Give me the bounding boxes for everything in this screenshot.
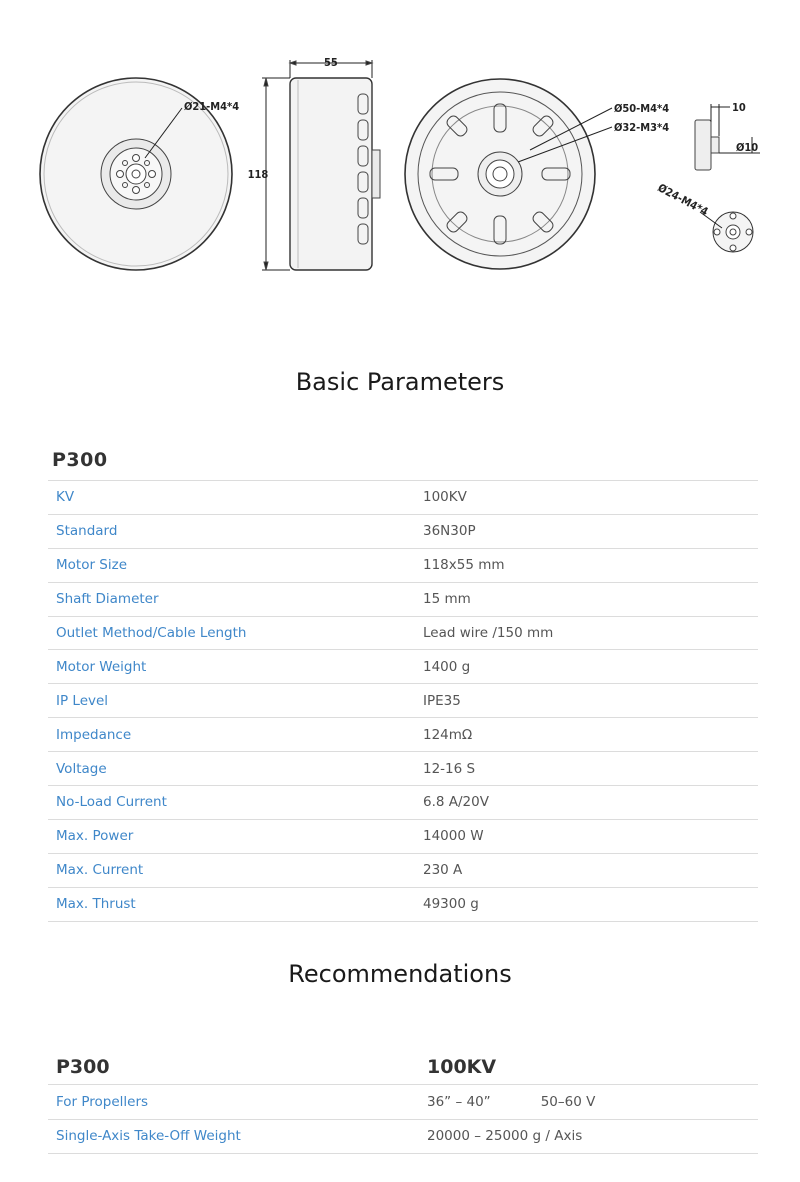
table-row xyxy=(48,582,758,616)
param-value: 14000 W xyxy=(423,819,758,853)
propeller-size: 36” – 40” xyxy=(427,1093,491,1110)
table-row xyxy=(48,1119,758,1153)
param-key: Shaft Diameter xyxy=(48,582,423,616)
param-key: Motor Weight xyxy=(48,650,423,684)
param-key: Voltage xyxy=(48,752,423,786)
table-row xyxy=(48,786,758,820)
rec-model-title: P300 xyxy=(56,1056,110,1078)
side-view xyxy=(262,60,380,270)
param-key: IP Level xyxy=(48,684,423,718)
table-row xyxy=(48,718,758,752)
recommendations-header xyxy=(48,1050,758,1085)
param-value: Lead wire /150 mm xyxy=(423,616,758,650)
table-row xyxy=(48,548,758,582)
param-value: 12-16 S xyxy=(423,752,758,786)
param-key: Max. Thrust xyxy=(48,887,423,921)
param-value: 118x55 mm xyxy=(423,548,758,582)
param-value: 36N30P xyxy=(423,514,758,548)
param-value: 100KV xyxy=(423,481,758,515)
param-value: 15 mm xyxy=(423,582,758,616)
table-row xyxy=(48,819,758,853)
table-row xyxy=(48,752,758,786)
table-row xyxy=(48,853,758,887)
adapter-hole-label: Ø24-M4*4 xyxy=(655,181,711,219)
param-value: 49300 g xyxy=(423,887,758,921)
adapter-side-view xyxy=(695,104,760,170)
param-value: 6.8 A/20V xyxy=(423,786,758,820)
param-key: Impedance xyxy=(48,718,423,752)
param-key: Max. Current xyxy=(48,853,423,887)
param-key: Standard xyxy=(48,514,423,548)
rec-key: Single-Axis Take-Off Weight xyxy=(48,1119,427,1153)
recommendations-title: Recommendations xyxy=(288,960,512,988)
basic-model-title: P300 xyxy=(52,449,108,471)
table-row xyxy=(48,650,758,684)
table-row xyxy=(48,616,758,650)
table-row xyxy=(48,684,758,718)
width-dimension: 55 xyxy=(324,56,338,69)
rec-value: 20000 – 25000 g / Axis xyxy=(427,1119,758,1153)
table-row xyxy=(48,481,758,515)
rec-key: For Propellers xyxy=(48,1085,427,1119)
param-value: IPE35 xyxy=(423,684,758,718)
table-row xyxy=(48,887,758,921)
table-row xyxy=(48,514,758,548)
height-dimension: 118 xyxy=(247,168,269,181)
rear-hole-outer-label: Ø50-M4*4 xyxy=(614,102,670,115)
front-hole-label: Ø21-M4*4 xyxy=(184,100,240,113)
rec-value xyxy=(427,1085,758,1119)
basic-parameters-table xyxy=(48,480,758,922)
param-value: 124mΩ xyxy=(423,718,758,752)
basic-parameters-title: Basic Parameters xyxy=(295,368,505,396)
rear-view xyxy=(405,79,612,269)
param-key: No-Load Current xyxy=(48,786,423,820)
param-key: Outlet Method/Cable Length xyxy=(48,616,423,650)
motor-dimension-drawing xyxy=(0,0,800,300)
propeller-voltage: 50–60 V xyxy=(540,1093,596,1110)
param-key: KV xyxy=(48,481,423,515)
param-key: Max. Power xyxy=(48,819,423,853)
param-value: 230 A xyxy=(423,853,758,887)
table-row xyxy=(48,1085,758,1119)
param-key: Motor Size xyxy=(48,548,423,582)
param-value: 1400 g xyxy=(423,650,758,684)
adapter-front-view xyxy=(700,212,753,252)
rec-kv-title: 100KV xyxy=(427,1056,497,1078)
shaft-length-label: 10 xyxy=(732,101,746,114)
shaft-diameter-label: Ø10 xyxy=(736,141,759,154)
rear-hole-inner-label: Ø32-M3*4 xyxy=(614,121,670,134)
recommendations-table xyxy=(48,1085,758,1154)
